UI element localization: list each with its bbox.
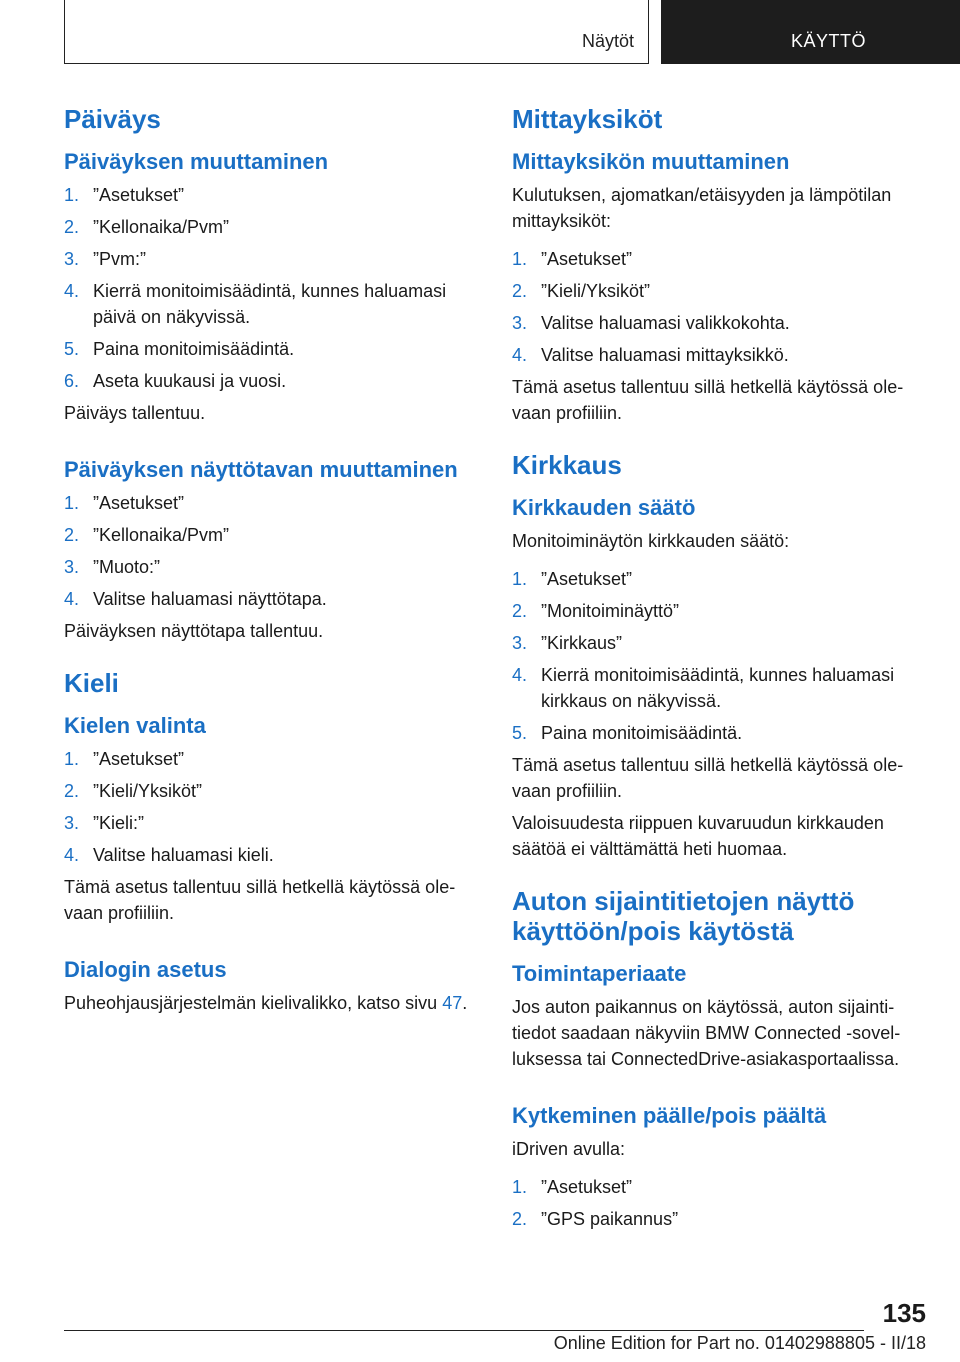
- toggle-intro: iDriven avulla:: [512, 1139, 626, 1159]
- steps-change-date: [64, 182, 484, 394]
- steps-toggle: [512, 1174, 932, 1232]
- note-units-saved: Tämä asetus tallentuu sillä hetkellä käytössä ole-vaan profiiliin.: [512, 377, 904, 423]
- list-item: 1. ”Asetukset”: [512, 1177, 633, 1197]
- brightness-intro: Monitoiminäytön kirkkauden säätö:: [512, 531, 790, 551]
- heading-location-display: Auton sijaintitietojen näyttö käyttöön/pois käytöstä: [512, 886, 855, 946]
- subheading-principle: Toimintaperiaate: [512, 961, 687, 986]
- steps-change-units: [512, 246, 932, 368]
- header-section-tab: [64, 0, 649, 64]
- note-date-saved: Päiväys tallentuu.: [64, 403, 206, 423]
- list-item: 2. ”GPS paikannus”: [512, 1209, 679, 1229]
- list-item: 4. Valitse haluamasi kieli.: [64, 845, 274, 865]
- subheading-dialog-setting: Dialogin asetus: [64, 957, 227, 982]
- list-item: 6. Aseta kuukausi ja vuosi.: [64, 371, 287, 391]
- page-link[interactable]: 47: [442, 993, 463, 1013]
- header-chapter-tab: [661, 0, 960, 64]
- list-item: 4. Kierrä monitoimisäädintä, kunnes haluamasi kirkkaus on näkyvissä.: [512, 665, 895, 711]
- right-column: [512, 96, 932, 1238]
- principle-text: Jos auton paikannus on käytössä, auton sijainti-tiedot saadaan näkyviin BMW Connected -sovel-luksessa tai ConnectedDrive-asiakasportaalissa.: [512, 997, 901, 1069]
- list-item: 4. Kierrä monitoimisäädintä, kunnes haluamasi päivä on näkyvissä.: [64, 281, 447, 327]
- heading-date: Päiväys: [64, 104, 161, 134]
- note-language-saved: Tämä asetus tallentuu sillä hetkellä käytössä ole-vaan profiiliin.: [64, 877, 456, 923]
- list-item: 2. ”Monitoiminäyttö”: [512, 601, 680, 621]
- list-item: 1. ”Asetukset”: [64, 185, 185, 205]
- list-item: 5. Paina monitoimisäädintä.: [64, 339, 295, 359]
- dialog-setting-text: Puheohjausjärjestelmän kielivalikko, katso sivu 47.: [64, 993, 468, 1013]
- footer-edition: Online Edition for Part no. 01402988805 - II/18: [553, 1333, 926, 1353]
- list-item: 3. ”Muoto:”: [64, 557, 161, 577]
- list-item: 3. ”Pvm:”: [64, 249, 146, 269]
- subheading-adjust-brightness: Kirkkauden säätö: [512, 495, 696, 520]
- footer-rule: [64, 1330, 864, 1331]
- list-item: 2. ”Kieli/Yksiköt”: [64, 781, 203, 801]
- header-section-label: Näytöt: [581, 31, 634, 51]
- heading-units: Mittayksiköt: [512, 104, 663, 134]
- subheading-toggle: Kytkeminen päälle/pois päältä: [512, 1103, 827, 1128]
- list-item: 1. ”Asetukset”: [64, 493, 185, 513]
- list-item: 3. Valitse haluamasi valikkokohta.: [512, 313, 790, 333]
- note-brightness-saved: Tämä asetus tallentuu sillä hetkellä käytössä ole-vaan profiiliin.: [512, 755, 904, 801]
- units-intro: Kulutuksen, ajomatkan/etäisyyden ja lämpötilan mittayksiköt:: [512, 185, 892, 231]
- note-brightness-visibility: Valoisuudesta riippuen kuvaruudun kirkkauden säätöä ei välttämättä heti huomaa.: [512, 813, 884, 859]
- list-item: 4. Valitse haluamasi näyttötapa.: [64, 589, 327, 609]
- list-item: 1. ”Asetukset”: [512, 569, 633, 589]
- subheading-change-date: Päiväyksen muuttaminen: [64, 149, 329, 174]
- steps-select-language: [64, 746, 484, 868]
- header-chapter-label: KÄYTTÖ: [791, 31, 867, 51]
- list-item: 2. ”Kellonaika/Pvm”: [64, 217, 230, 237]
- heading-brightness: Kirkkaus: [512, 450, 622, 480]
- steps-adjust-brightness: [512, 566, 932, 746]
- list-item: 3. ”Kirkkaus”: [512, 633, 623, 653]
- list-item: 3. ”Kieli:”: [64, 813, 145, 833]
- list-item: 4. Valitse haluamasi mittayksikkö.: [512, 345, 789, 365]
- heading-language: Kieli: [64, 668, 119, 698]
- list-item: 1. ”Asetukset”: [512, 249, 633, 269]
- subheading-date-format: Päiväyksen näyttötavan muuttaminen: [64, 457, 458, 482]
- steps-date-format: [64, 490, 484, 612]
- subheading-change-units: Mittayksikön muuttaminen: [512, 149, 790, 174]
- note-format-saved: Päiväyksen näyttötapa tallentuu.: [64, 621, 324, 641]
- subheading-select-language: Kielen valinta: [64, 713, 206, 738]
- list-item: 2. ”Kieli/Yksiköt”: [512, 281, 651, 301]
- list-item: 1. ”Asetukset”: [64, 749, 185, 769]
- left-column: [64, 96, 484, 1022]
- list-item: 5. Paina monitoimisäädintä.: [512, 723, 743, 743]
- page-number: 135: [882, 1298, 926, 1328]
- list-item: 2. ”Kellonaika/Pvm”: [64, 525, 230, 545]
